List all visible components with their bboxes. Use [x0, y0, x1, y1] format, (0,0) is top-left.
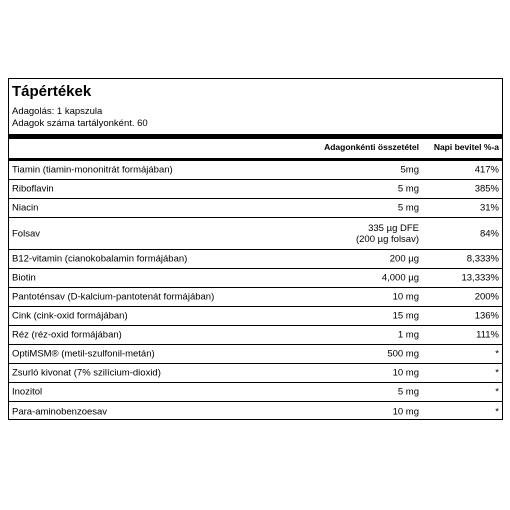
nutrient-amount: 10 mg [392, 291, 419, 303]
nutrient-amount-line2: (200 µg folsav) [355, 233, 419, 245]
table-row [9, 199, 502, 218]
table-row [9, 288, 502, 307]
column-header-amount: Adagonkénti összetétel [324, 142, 419, 152]
table-row [9, 161, 502, 180]
nutrient-daily-value: * [495, 406, 499, 417]
table-row [9, 364, 502, 383]
nutrient-amount: 500 mg [387, 348, 419, 360]
nutrient-amount: 5 mg [397, 183, 419, 195]
column-header-daily-value: Napi bevitel %-a [433, 142, 499, 152]
nutrient-name: Biotin [12, 272, 36, 284]
nutrient-daily-value: * [495, 386, 499, 398]
nutrient-name: Pantoténsav (D-kalcium-pantotenát formájában) [12, 291, 215, 303]
nutrient-amount: 10 mg [392, 367, 419, 379]
nutrient-name: Riboflavin [12, 183, 54, 195]
nutrient-name: Cink (cink-oxid formájában) [12, 310, 128, 322]
nutrient-name: Réz (réz-oxid formájában) [12, 329, 122, 341]
nutrient-amount: 4,000 µg [381, 272, 419, 284]
nutrient-daily-value: 111% [476, 329, 499, 341]
nutrient-daily-value: * [495, 367, 499, 379]
nutrient-daily-value: 136% [474, 310, 499, 322]
nutrient-amount: 1 mg [397, 329, 419, 341]
serving-size: Adagolás: 1 kapszula [12, 106, 103, 117]
nutrient-daily-value: 13,333% [461, 272, 499, 284]
nutrient-daily-value: 84% [479, 228, 499, 239]
nutrient-daily-value: 200% [474, 291, 499, 303]
nutrient-amount: 15 mg [392, 310, 419, 322]
table-row [9, 180, 502, 199]
table-row [9, 383, 502, 402]
nutrient-amount [356, 223, 419, 245]
nutrient-daily-value: 8,333% [466, 253, 499, 265]
nutrient-amount: 200 µg [389, 253, 419, 265]
panel-title: Tápértékek [12, 83, 92, 100]
table-row [9, 269, 502, 288]
nutrient-amount: 5 mg [397, 386, 419, 398]
nutrient-name: Para-aminobenzoesav [12, 406, 108, 417]
table-row [9, 345, 502, 364]
nutrient-name: Folsav [12, 228, 40, 239]
table-row [9, 218, 502, 250]
nutrient-name: Inozitol [12, 386, 43, 398]
table-row [9, 250, 502, 269]
nutrient-daily-value: * [495, 348, 499, 360]
nutrition-facts-panel [8, 78, 503, 420]
nutrient-amount: 5 mg [397, 202, 419, 214]
nutrient-table [9, 161, 502, 421]
nutrient-name: Niacin [12, 202, 39, 214]
table-row [9, 402, 502, 421]
nutrient-amount: 5mg [400, 164, 419, 176]
table-row [9, 307, 502, 326]
nutrient-amount-line1: 335 µg DFE [368, 222, 419, 234]
nutrient-name: Zsurló kivonat (7% szilícium-dioxid) [12, 367, 161, 379]
nutrient-daily-value: 385% [474, 183, 499, 195]
nutrient-daily-value: 417% [474, 164, 499, 176]
nutrient-name: B12-vitamin (cianokobalamin formájában) [12, 253, 188, 265]
nutrient-amount: 10 mg [392, 406, 419, 417]
divider-thick [9, 134, 502, 139]
nutrient-name: OptiMSM® (metil-szulfonil-metán) [12, 348, 155, 360]
nutrient-name: Tiamin (tiamin-mononitrát formájában) [12, 164, 173, 176]
table-row [9, 326, 502, 345]
nutrient-daily-value: 31% [479, 202, 499, 214]
servings-per-container: Adagok száma tartályonként. 60 [12, 118, 148, 129]
